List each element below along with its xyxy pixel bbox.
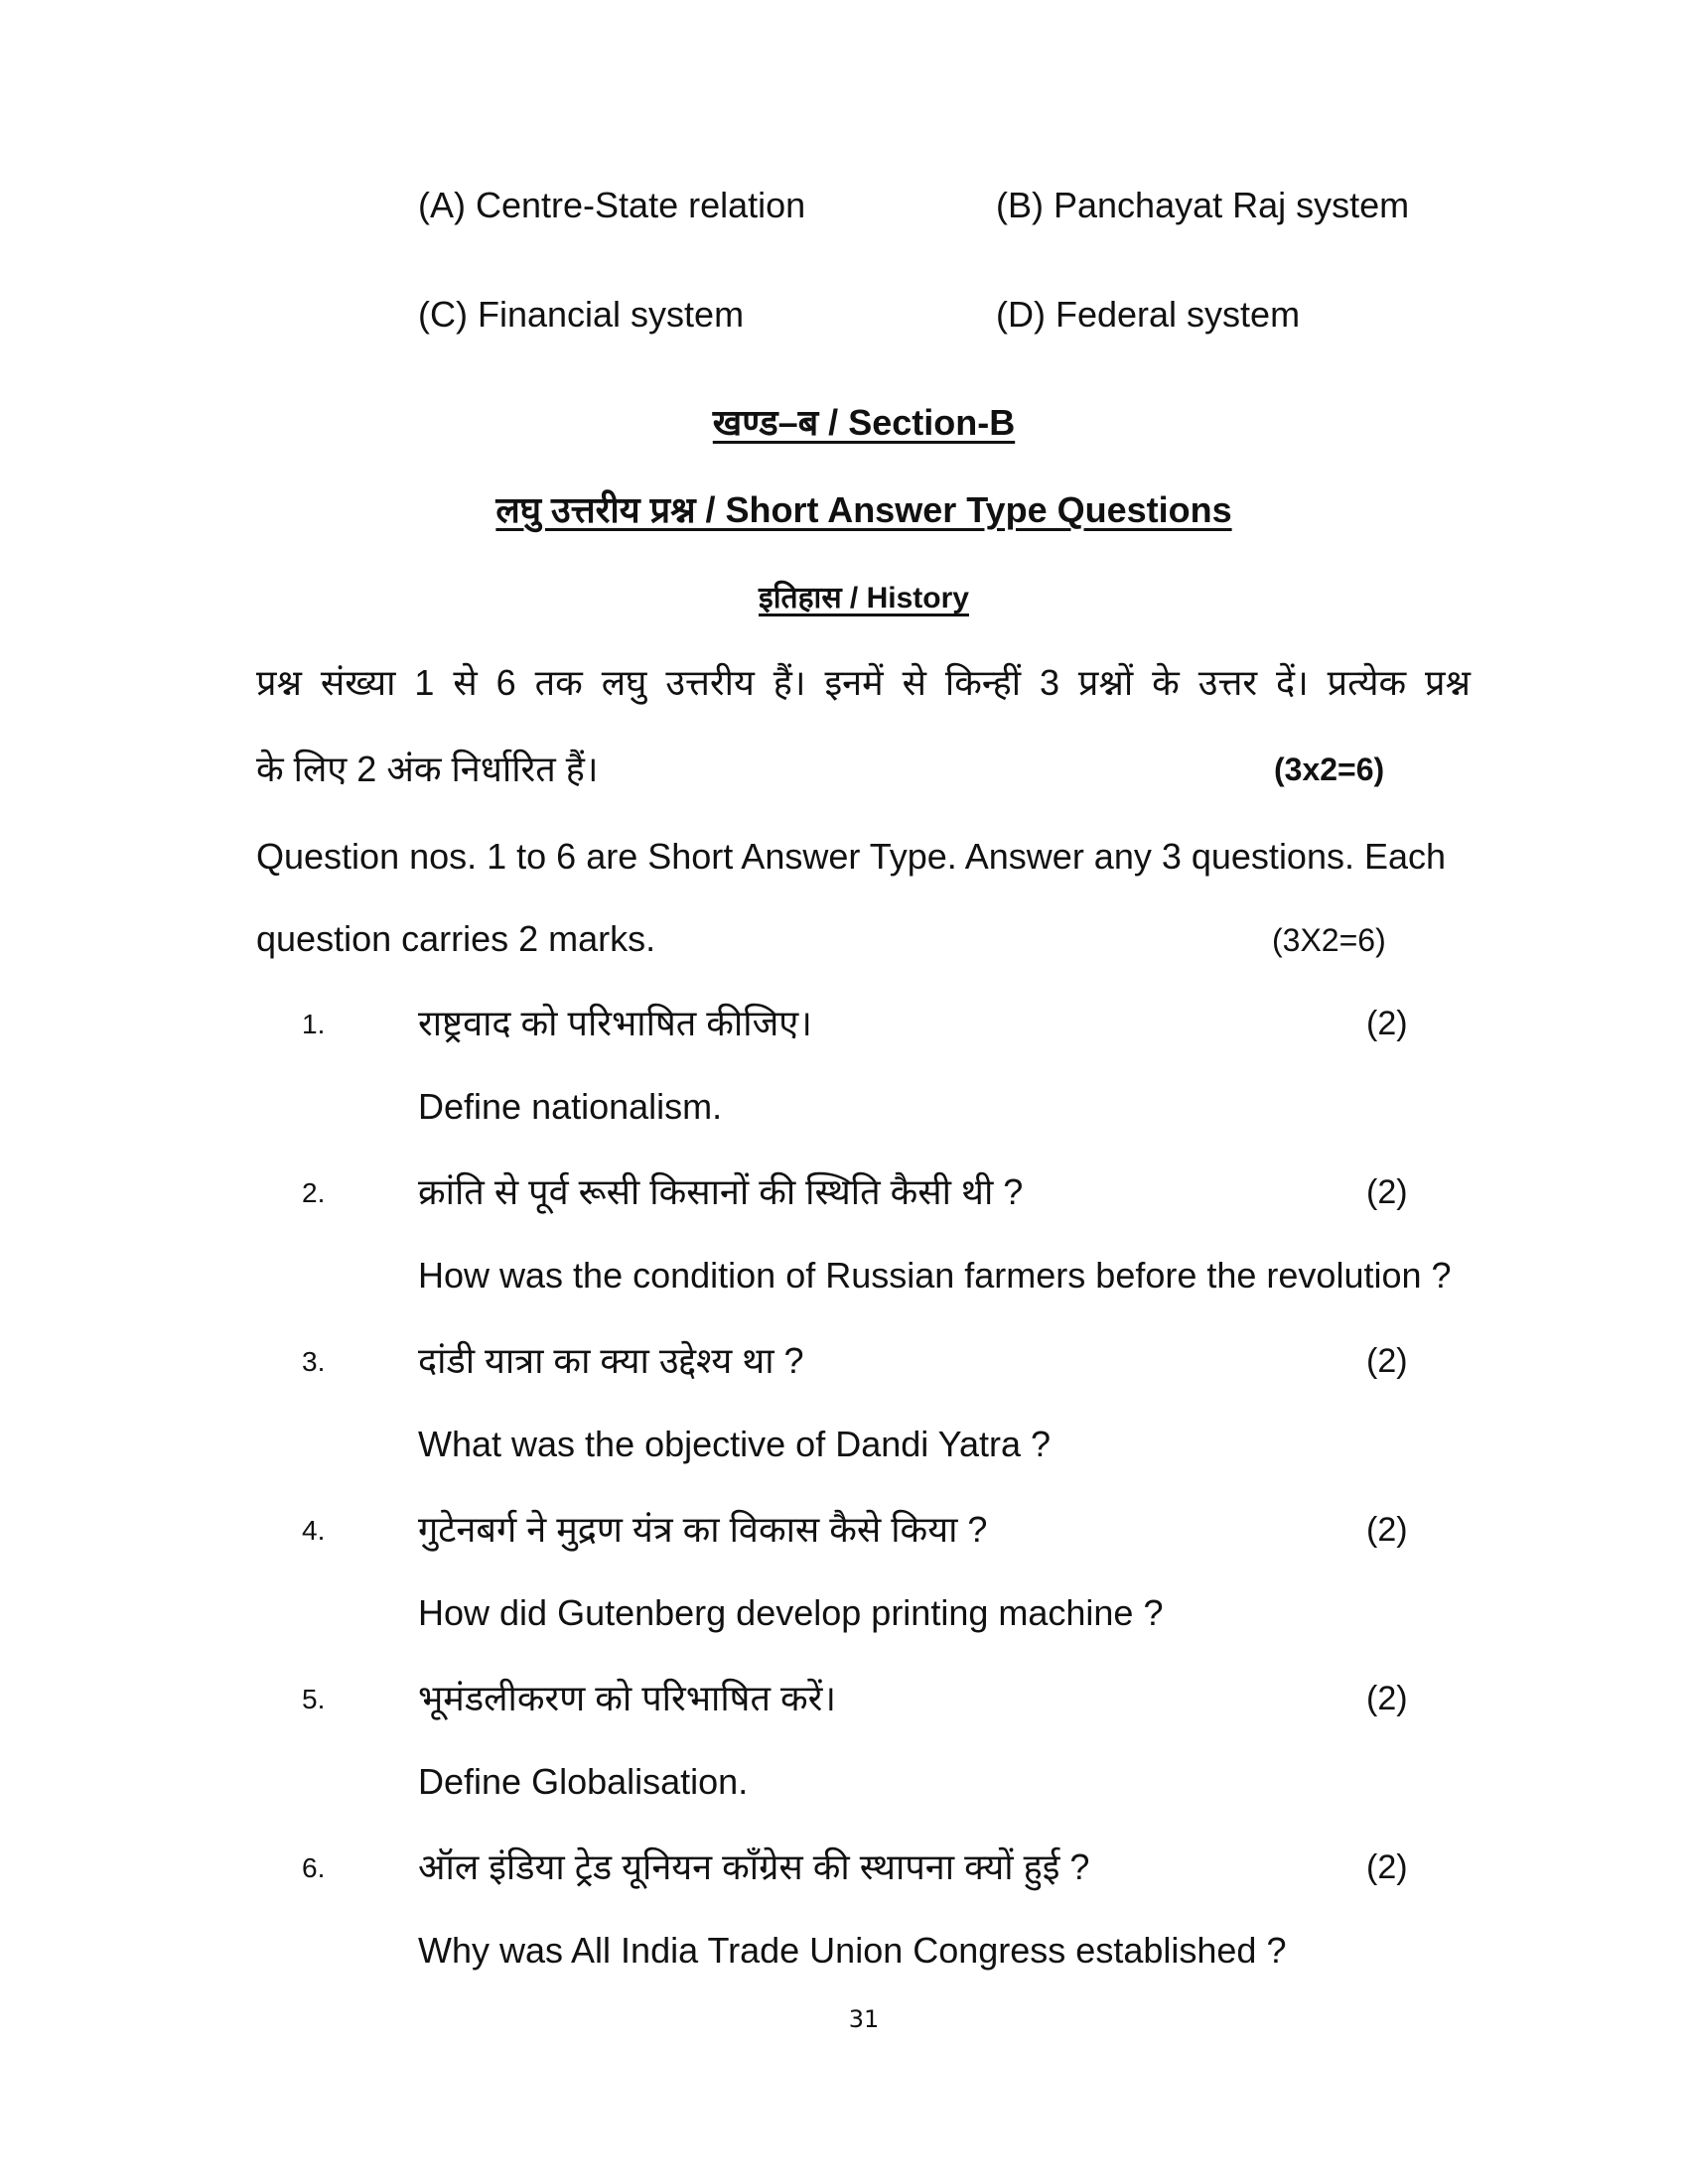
question-marks: (2) — [1366, 1848, 1408, 1886]
question-hindi: राष्ट्रवाद को परिभाषित कीजिए। — [418, 1003, 812, 1043]
question-hindi: दांडी यात्रा का क्या उद्देश्य था ? — [418, 1340, 804, 1381]
option-c: (C) Financial system — [418, 294, 745, 335]
question-english: What was the objective of Dandi Yatra ? — [418, 1424, 1052, 1464]
instruction-english-marks: (3X2=6) — [1272, 922, 1386, 958]
question-marks: (2) — [1366, 1005, 1408, 1042]
question-marks: (2) — [1366, 1342, 1408, 1380]
instruction-english-line1: Question nos. 1 to 6 are Short Answer Type. Answer any 3 questions. Each — [256, 836, 1447, 877]
question-marks: (2) — [1366, 1511, 1408, 1549]
section-title: खण्ड–ब / Section-B — [712, 402, 1016, 443]
question-number: 6. — [302, 1852, 326, 1883]
question-marks: (2) — [1366, 1680, 1408, 1717]
question-marks: (2) — [1366, 1173, 1408, 1211]
question-hindi: क्रांति से पूर्व रूसी किसानों की स्थिति कैसी थी ? — [418, 1171, 1024, 1212]
question-hindi: भूमंडलीकरण को परिभाषित करें। — [418, 1678, 837, 1718]
question-english: How did Gutenberg develop printing machine ? — [418, 1592, 1164, 1633]
question-english: Why was All India Trade Union Congress established ? — [418, 1930, 1287, 1971]
option-d: (D) Federal system — [996, 294, 1301, 335]
instruction-english-line2: question carries 2 marks. — [256, 918, 656, 959]
question-hindi: गुटेनबर्ग ने मुद्रण यंत्र का विकास कैसे किया ? — [418, 1509, 988, 1550]
subject-title: इतिहास / History — [759, 582, 969, 614]
question-number: 2. — [302, 1177, 326, 1208]
question-number: 5. — [302, 1684, 326, 1714]
instruction-hindi-marks: (3x2=6) — [1274, 751, 1385, 787]
question-hindi: ऑल इंडिया ट्रेड यूनियन कॉंग्रेस की स्थापना क्यों हुई ? — [418, 1846, 1090, 1887]
option-b: (B) Panchayat Raj system — [996, 185, 1410, 225]
section-subtitle: लघु उत्तरीय प्रश्न / Short Answer Type Questions — [495, 489, 1232, 530]
question-number: 4. — [302, 1515, 326, 1546]
question-number: 3. — [302, 1346, 326, 1377]
option-a: (A) Centre-State relation — [418, 185, 806, 225]
question-english: How was the condition of Russian farmers before the revolution ? — [418, 1255, 1452, 1296]
page-number: 31 — [848, 2005, 880, 2033]
question-english: Define Globalisation. — [418, 1761, 749, 1802]
question-english: Define nationalism. — [418, 1086, 723, 1127]
instruction-hindi-line2: के लिए 2 अंक निर्धारित हैं। — [256, 749, 599, 789]
instruction-hindi-line1: प्रश्न संख्या 1 से 6 तक लघु उत्तरीय हैं। इनमें से किन्हीं 3 प्रश्नों के उत्तर दें। प्रत्येक प्रश्न — [256, 662, 1471, 703]
question-number: 1. — [302, 1009, 326, 1039]
